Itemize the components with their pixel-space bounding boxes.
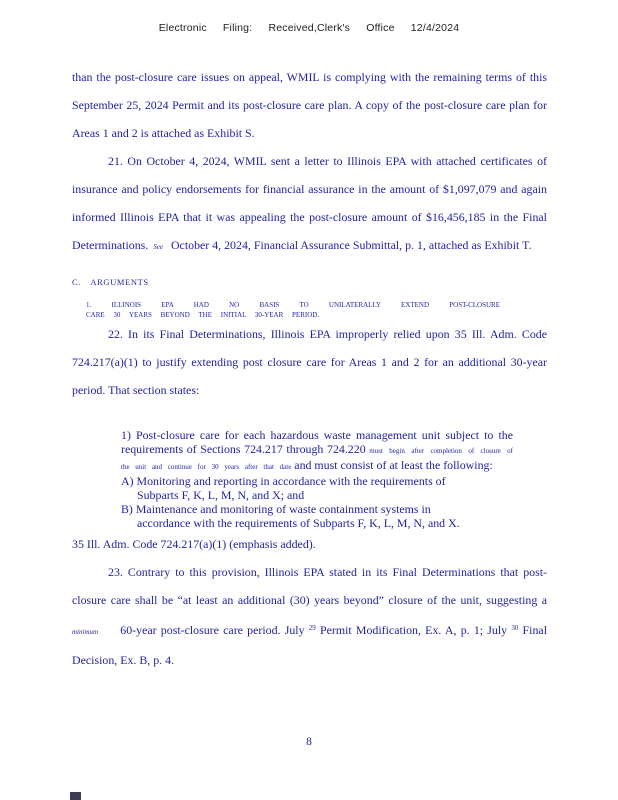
citation-signal-see: See <box>153 243 163 251</box>
regulation-item-b: B) Maintenance and monitoring of waste containment systems in accordance with the requirements of Subparts F, K, L, M, N, and X. <box>121 502 460 530</box>
paragraph-23-minimum-word: minimum <box>72 628 99 636</box>
regulation-citation: 35 Ill. Adm. Code 724.217(a)(1) (emphasis added). <box>72 537 316 551</box>
filing-stamp <box>0 22 618 34</box>
paragraph-23 <box>72 558 547 674</box>
regulation-intro-text-end: and must consist of at least the following: <box>291 458 493 472</box>
paragraph-22: 22. In its Final Determinations, Illinois EPA improperly relied upon 35 Ill. Adm. Code 724.217(a)(1) to justify extending post closure care for Areas 1 and 2 for an additional 30-year period. That section states: <box>72 327 547 397</box>
paragraph-23-text-4: Final Decision, Ex. B, p. 4. <box>72 623 548 667</box>
paragraph-23-text-3: Permit Modification, Ex. A, p. 1; July <box>315 623 512 637</box>
argument-heading-line1: 1. ILLINOIS EPA HAD NO BASIS TO UNILATERALLY EXTEND POST-CLOSURE <box>86 301 500 309</box>
regulation-intro-text: 1) Post-closure care for each hazardous waste management unit subject to the requirements of Sections 724.217 through 724.220 <box>121 428 513 456</box>
paragraph-23-text: 23. Contrary to this provision, Illinois EPA stated in its Final Determinations that post-closure care shall be “at least an additional (30) years beyond” closure of the unit, suggesting a <box>72 565 547 607</box>
paragraph-continuation: than the post-closure care issues on appeal, WMIL is complying with the remaining terms of this September 25, 2024 Permit and its post-closure care plan. A copy of the post-closure care plan for Areas 1 and 2 is attached as Exhibit S. <box>72 70 547 140</box>
paragraph-23-superscript-30: 30 <box>511 624 519 632</box>
paragraph-23-text-2: 60-year post-closure care period. July <box>116 623 309 637</box>
regulation-intro <box>121 428 513 474</box>
page-number: 8 <box>306 736 312 748</box>
paragraph-21-text: 21. On October 4, 2024, WMIL sent a letter to Illinois EPA with attached certificates of insurance and policy endorsements for financial assurance in the amount of $1,097,079 and again informed Illinois EPA that it was appealing the post-closure amount of $16,456,185 in the Final Determinations. <box>72 154 547 252</box>
argument-heading-line2: CARE 30 YEARS BEYOND THE INITIAL 30-YEAR PERIOD. <box>86 311 320 319</box>
document-body <box>72 63 547 674</box>
section-heading-text: ARGUMENTS <box>90 277 149 287</box>
paragraph-21 <box>72 147 547 261</box>
section-heading-letter: C. <box>72 277 81 287</box>
paragraph-21-citation: October 4, 2024, Financial Assurance Submittal, p. 1, attached as Exhibit T. <box>167 238 532 252</box>
regulation-item-a: A) Monitoring and reporting in accordance with the requirements of Subparts F, K, L, M, N, and X; and <box>121 474 446 502</box>
regulation-intro-small-text: must begin after completion of closure of the unit and continue for 30 years after that date <box>121 447 513 471</box>
next-page-edge <box>70 792 81 800</box>
filing-stamp-text: Electronic Filing: Received,Clerk's Office 12/4/2024 <box>158 22 460 34</box>
section-heading-arguments <box>72 277 547 288</box>
blockquote-regulation <box>121 428 513 530</box>
paragraph-23-superscript-29: 29 <box>308 624 316 632</box>
argument-heading-1 <box>86 300 500 320</box>
